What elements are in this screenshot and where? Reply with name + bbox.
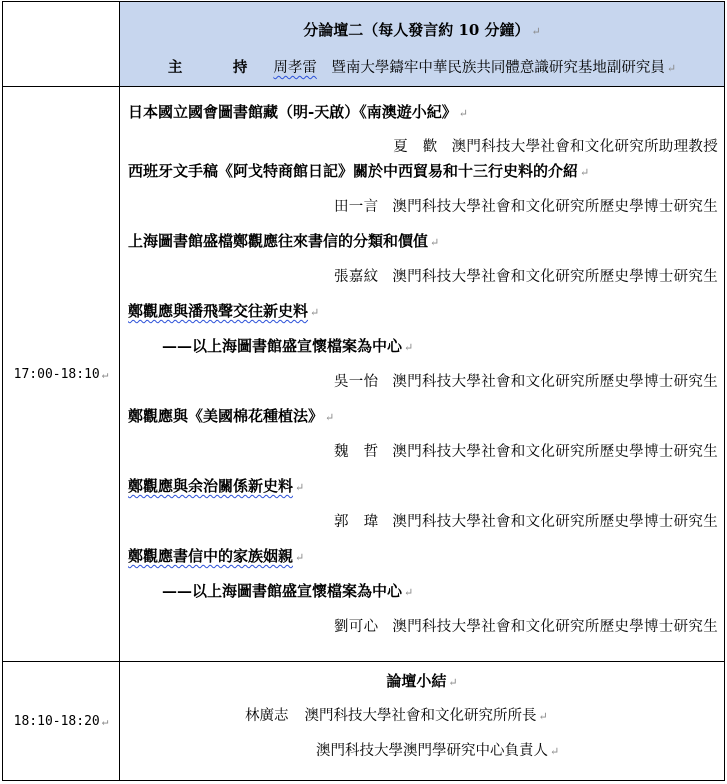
speaker-affiliation: 澳門科技大學社會和文化研究所歷史學博士研究生 <box>392 374 718 390</box>
paper-subtitle: ——以上海圖書館盛宣懷檔案為中心 ↵ <box>162 582 414 600</box>
speaker-affiliation: 澳門科技大學社會和文化研究所歷史學博士研究生 <box>392 514 718 530</box>
block1-time-cell: 17:00-18:10 ↵ <box>3 87 120 662</box>
block1-row <box>3 87 725 662</box>
summary-title: 論壇小結 ↵ <box>386 672 458 690</box>
speaker-name: 魏 哲 <box>333 444 379 460</box>
block1-time: 17:00-18:10 <box>13 366 100 382</box>
session-header-cell: 分論壇二（每人發言約 10 分鐘） ↵ 主 持 周孝雷 暨南大學鑄牢中華民族共同體意識研究基地副研究員 ↵ <box>120 2 725 87</box>
paper-speaker-line <box>334 370 718 391</box>
session-header-row <box>3 2 725 87</box>
summary-speaker-line: 林廣志 澳門科技大學社會和文化研究所所長 ↵ <box>245 708 548 724</box>
summary-speaker: 林廣志 <box>245 708 289 724</box>
paper-title: 鄭觀應書信中的家族姻親 ↵ <box>128 547 305 565</box>
paper-title: 鄭觀應與余治關係新史料 ↵ <box>128 477 305 495</box>
paper-title: 上海圖書館盛檔鄭觀應往來書信的分類和價值 ↵ <box>128 232 440 250</box>
speaker-affiliation: 澳門科技大學社會和文化研究所歷史學博士研究生 <box>392 444 718 460</box>
paper-title: 西班牙文手稿《阿戈特商館日記》關於中西貿易和十三行史料的介紹 ↵ <box>128 162 590 180</box>
paper-speaker-line <box>334 265 718 286</box>
paper-speaker-line <box>334 440 718 461</box>
block2-time-cell: 18:10-18:20 ↵ <box>3 662 120 781</box>
host-affiliation: 暨南大學鑄牢中華民族共同體意識研究基地副研究員 <box>331 60 665 76</box>
block2-time: 18:10-18:20 <box>13 713 100 729</box>
host-label: 主 持 <box>167 59 266 76</box>
summary-affiliation-2: 澳門科技大學澳門學研究中心負責人 <box>316 743 548 759</box>
speaker-name: 夏 歡 <box>393 139 438 155</box>
block1-papers-cell <box>120 87 725 662</box>
block2-row <box>3 662 725 781</box>
speaker-affiliation: 澳門科技大學社會和文化研究所歷史學博士研究生 <box>392 269 718 285</box>
program-table <box>2 1 725 781</box>
speaker-name: 郭 瑋 <box>333 514 379 530</box>
paper-subtitle: ——以上海圖書館盛宣懷檔案為中心 ↵ <box>162 337 414 355</box>
host-name: 周孝雷 <box>273 60 317 76</box>
speaker-affiliation: 澳門科技大學社會和文化研究所歷史學博士研究生 <box>392 619 718 635</box>
paper-speaker-line <box>334 510 718 531</box>
paper-speaker-line <box>334 195 718 216</box>
paper-title: 鄭觀應與《美國棉花種植法》 ↵ <box>128 407 335 425</box>
speaker-affiliation: 澳門科技大學社會和文化研究所歷史學博士研究生 <box>392 199 718 215</box>
speaker-name: 劉可心 <box>333 619 379 635</box>
summary-affiliation-1: 澳門科技大學社會和文化研究所所長 <box>304 708 537 724</box>
speaker-name: 吳一怡 <box>333 374 379 390</box>
paper-speaker-line <box>334 615 718 636</box>
paper-speaker-line <box>393 135 718 156</box>
paper-title: 日本國立國會圖書館藏（明-天啟）《南澳遊小紀》 ↵ <box>128 103 468 121</box>
speaker-name: 張嘉紋 <box>333 269 379 285</box>
summary-affiliation-line: 澳門科技大學澳門學研究中心負責人 ↵ <box>316 743 560 759</box>
speaker-affiliation: 澳門科技大學社會和文化研究所助理教授 <box>451 139 718 155</box>
header-time-cell <box>3 2 120 87</box>
summary-cell <box>120 662 725 781</box>
paper-title: 鄭觀應與潘飛聲交往新史料 ↵ <box>128 302 320 320</box>
session-title: 分論壇二（每人發言約 10 分鐘） <box>303 21 530 39</box>
speaker-name: 田一言 <box>333 199 379 215</box>
